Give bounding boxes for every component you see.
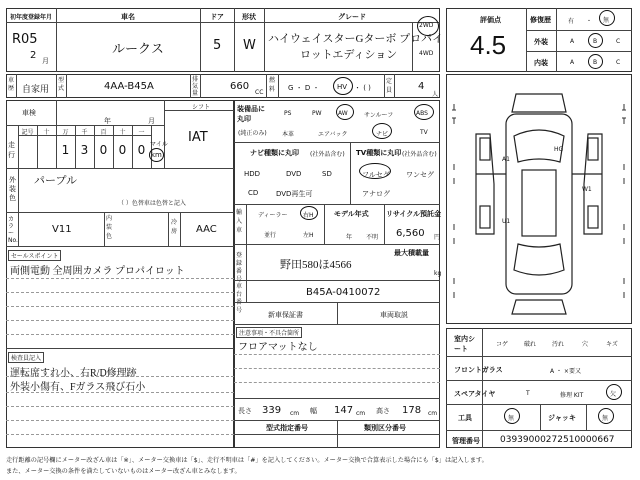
mileage-unit-2: 万 <box>62 129 69 136</box>
usage: 自家用 <box>22 85 50 95</box>
model: 4AA-B45A <box>104 81 154 92</box>
drive-2wd: 2WD <box>419 22 434 29</box>
mileage-digit: 3 <box>80 143 89 157</box>
fuel-label: 燃料 <box>269 77 276 93</box>
notes-text: フロアマットなし <box>238 342 318 353</box>
import-label: 輸入車 <box>236 209 243 234</box>
chassis: B45A-0410072 <box>306 287 381 298</box>
exterior-color: パープル <box>34 175 78 187</box>
aw-circle <box>336 104 354 120</box>
interior-color-label: 内装色 <box>106 215 113 240</box>
jack-label: ジャッキ <box>548 414 576 422</box>
car-name-label: 車名 <box>121 13 135 21</box>
reg-no-label: 登録番号 <box>236 252 243 283</box>
sales-point-label: セールスポイント <box>8 250 61 261</box>
mark-a1: A1 <box>502 156 510 163</box>
abs-circle <box>414 104 434 120</box>
color-no: V11 <box>52 224 72 235</box>
manage-label: 管理番号 <box>452 437 480 445</box>
mile-label: マイル <box>150 141 168 148</box>
first-reg-year: R05 <box>12 32 38 47</box>
chassis-label: 車台番号 <box>236 283 243 314</box>
vehicle-manual: 車両取説 <box>380 311 408 319</box>
exterior-note: （ ）色替車は色替と記入 <box>118 200 186 207</box>
model-year-label: モデル年式 <box>334 210 369 218</box>
shift-label: シフト <box>192 104 211 111</box>
exterior-label: 外装色 <box>9 176 16 202</box>
score-label: 評価点 <box>480 16 501 24</box>
reg-no: 野田580ほ4566 <box>280 259 352 271</box>
max-load-label: 最大積載量 <box>394 249 429 257</box>
mileage-unit-0: 記号 <box>21 129 34 136</box>
mileage-unit-6: 一 <box>138 129 145 136</box>
inspector-line1: 運転席すれ小、右R/D修理跡 <box>10 368 137 379</box>
recycle-label: リサイクル預託金 <box>386 210 442 218</box>
car-diagram <box>446 74 632 324</box>
mileage-label: 走行 <box>8 141 15 159</box>
inspector-line2: 外装小傷有、Fガラス飛び石小 <box>10 382 146 393</box>
equipment-item: ナビ <box>376 131 389 138</box>
seat-label: 室内シート <box>454 335 475 353</box>
new-car-warranty: 新車保証書 <box>268 311 303 319</box>
ac: AAC <box>196 224 217 235</box>
length: 339 <box>262 405 282 416</box>
footer-line2: また、メーター交換の条件を満たしていないものはメーター改ざん車とみなします。 <box>6 468 241 475</box>
mileage-unit-3: 千 <box>81 129 88 136</box>
equipment-item: 本革 <box>282 131 295 138</box>
spare-tire-label: スペアタイヤ <box>454 390 496 398</box>
equipment-item: エアバック <box>318 131 348 138</box>
mileage-unit-1: 十 <box>43 129 50 136</box>
ext-label: 外装 <box>534 38 548 46</box>
first-reg-label: 初年度登録年月 <box>9 14 52 21</box>
car-name: ルークス <box>112 41 164 56</box>
equipment-item: AW <box>338 110 348 117</box>
first-reg-month: 2 <box>30 50 37 61</box>
km-unit: km <box>151 151 162 159</box>
inspector-label: 検査員記入 <box>8 352 44 363</box>
ac-label: 冷房 <box>171 219 178 235</box>
mileage-unit-5: 十 <box>119 129 126 136</box>
row2 <box>6 74 440 98</box>
type-label: 型式 <box>58 77 65 92</box>
int-label: 内装 <box>534 59 548 67</box>
footer-line1: 走行距離の記号欄にメーター改ざん車は「※」、メーター交換車は「$」、走行不明車は「#」を記入してください。メーター交換で合算表示した場合にも「$」は記入します。 <box>6 457 488 464</box>
drive-4wd: 4WD <box>419 50 434 57</box>
mileage-digit: 0 <box>118 143 127 157</box>
displacement: 660 <box>230 81 250 92</box>
grade-label: グレード <box>338 13 366 21</box>
mark-w1: W1 <box>582 186 592 193</box>
equipment-item: TV <box>420 129 428 136</box>
equipment-item: サンルーフ <box>364 112 394 119</box>
manage-no: 03939000272510000667 <box>500 435 615 445</box>
mileage-digit: 0 <box>99 143 108 157</box>
repair-label: 修復歴 <box>530 16 551 24</box>
score: 4.5 <box>470 30 507 60</box>
navi-circle <box>372 123 392 139</box>
navi-label: ナビ種類に丸印 <box>250 149 299 157</box>
tools-label: 工具 <box>458 414 472 422</box>
shape: W <box>243 38 256 53</box>
shift: IAT <box>188 130 208 145</box>
height: 178 <box>402 405 422 416</box>
fuel-gd: G ・ D ・ <box>288 84 320 92</box>
mileage-digit: 1 <box>61 143 70 157</box>
mileage-unit-4: 百 <box>100 129 107 136</box>
shape-label: 形状 <box>242 13 256 21</box>
mark-hg: HG <box>554 146 564 153</box>
notes-label: 注意事項・不具合箇所 <box>236 327 302 338</box>
recycle-amount: 6,560 <box>396 228 425 239</box>
mileage-digit: 0 <box>137 143 146 157</box>
equipment-label: 装備品に丸印 <box>237 105 265 123</box>
grade-line2: ロットエディション <box>300 49 398 61</box>
equipment-item: PW <box>312 110 322 117</box>
fuel-hv: HV <box>337 83 348 91</box>
usage-label: 車歴 <box>8 77 15 92</box>
displacement-label: 排気量 <box>192 76 199 97</box>
color-no-label: カラーNo. <box>8 216 18 244</box>
inspection-label: 車検 <box>22 109 36 117</box>
doors-label: ドア <box>210 13 224 21</box>
class-number-label: 類別区分番号 <box>364 424 406 432</box>
model-designation-label: 型式指定番号 <box>266 424 308 432</box>
capacity: 4 <box>418 81 425 92</box>
tv-label: TV種類に丸印 <box>356 149 402 157</box>
width: 147 <box>334 405 354 416</box>
grade-line1: ハイウェイスターGターボ プロパイ <box>268 33 444 45</box>
front-glass-label: フロントガラス <box>454 366 503 374</box>
sales-point-text: 両側電動 全周囲カメラ プロパイロット <box>10 266 185 277</box>
mark-u1: U1 <box>502 218 511 225</box>
equipment-item: ABS <box>416 110 428 117</box>
capacity-label: 定員 <box>386 78 393 94</box>
equipment-item: PS <box>284 110 292 117</box>
front-glass: A ・ ×要又 <box>550 368 581 375</box>
doors: 5 <box>213 38 222 53</box>
